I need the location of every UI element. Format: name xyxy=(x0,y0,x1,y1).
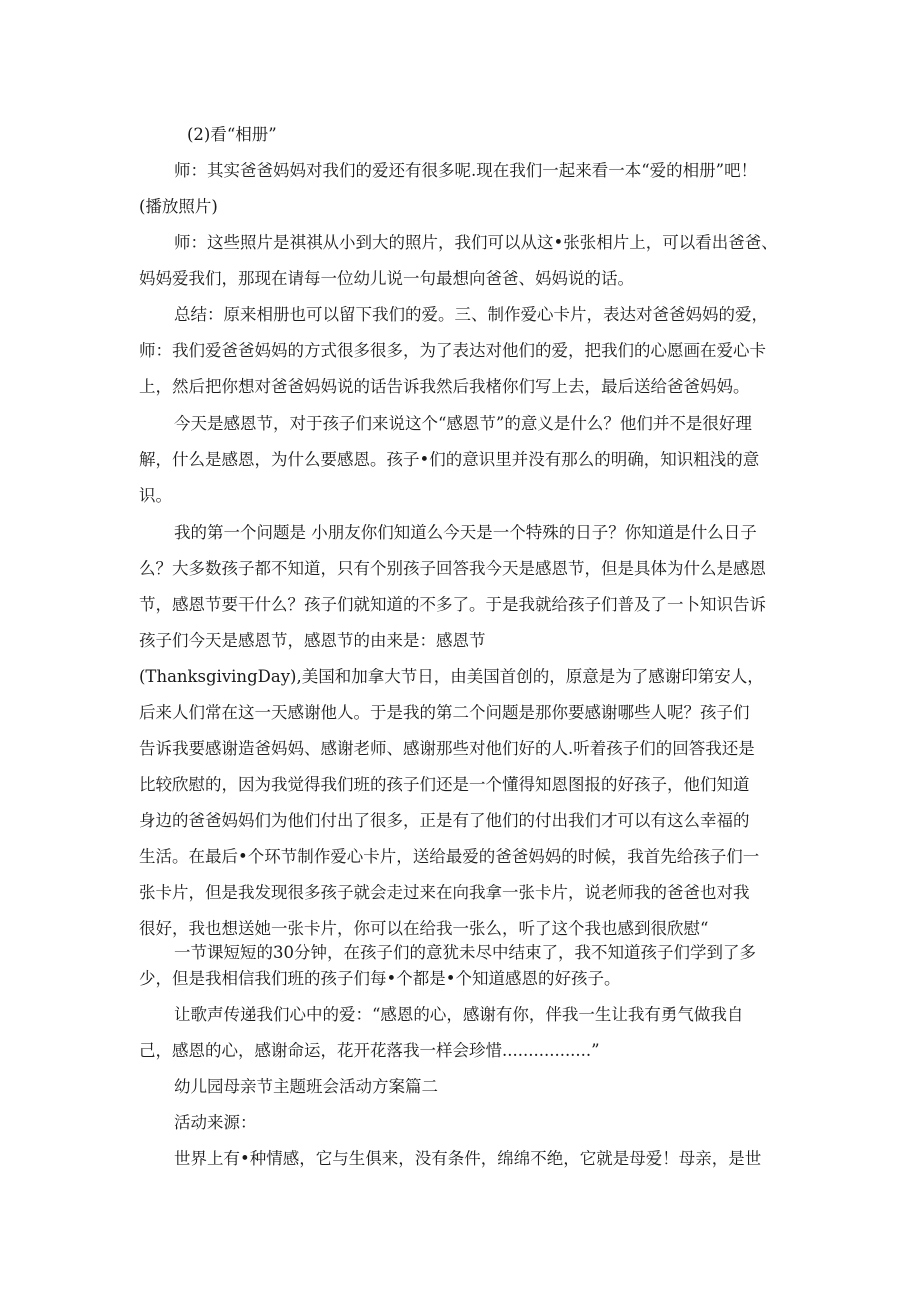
paragraph-line: 告诉我要感谢造爸妈妈、感谢老师、感谢那些对他们好的人.听着孩子们的回答我还是 xyxy=(139,739,755,758)
paragraph-line: 比较欣慰的，因为我觉得我们班的孩子们还是一个懂得知恩图报的好孩子，他们知道 xyxy=(139,775,750,794)
paragraph-line: 后来人们常在这一天感谢他人。于是我的第二个问题是那你要感谢哪些人呢？孩子们 xyxy=(139,703,750,722)
paragraph-line: 少，但是我相信我们班的孩子们每•个都是•个知道感恩的好孩子。 xyxy=(139,969,621,988)
paragraph-line: (播放照片) xyxy=(139,197,218,216)
paragraph-line: 一节课短短的30分钟，在孩子们的意犹未尽中结束了，我不知道孩子们学到了多 xyxy=(174,943,756,962)
paragraph-line: 总结：原来相册也可以留下我们的爱。三、制作爱心卡片，表达对爸爸妈妈的爱， xyxy=(174,305,768,324)
paragraph-line: (ThanksgivingDay),美国和加拿大节日，由美国首创的，原意是为了感谢印第安人， xyxy=(139,667,764,686)
paragraph-line: 身边的爸爸妈妈们为他们付出了很多，正是有了他们的付出我们才可以有这么幸福的 xyxy=(139,811,750,830)
paragraph-line: 师：这些照片是祺祺从小到大的照片，我们可以从这•张张相片上，可以看出爸爸、 xyxy=(174,233,778,252)
paragraph-line: 师：我们爱爸爸妈妈的方式很多很多，为了表达对他们的爱，把我们的心愿画在爱心卡 xyxy=(139,341,766,360)
paragraph-line: 我的第一个问题是 小朋友你们知道么今天是一个特殊的日子？你知道是什么日子 xyxy=(174,523,757,542)
paragraph-line: 上，然后把你想对爸爸妈妈说的话告诉我然后我楮你们写上去，最后送给爸爸妈妈。 xyxy=(139,377,750,396)
section-heading-album: (2)看“相册” xyxy=(187,125,277,144)
paragraph-line: 孩子们今天是感恩节，感恩节的由来是：感恩节 xyxy=(139,631,486,650)
paragraph-line: 今天是感恩节，对于孩子们来说这个“感恩节”的意义是什么？他们并不是很好理 xyxy=(174,414,752,433)
paragraph-line: 节，感恩节要干什么？孩子们就知道的不多了。于是我就给孩子们普及了一卜知识告诉 xyxy=(139,595,766,614)
paragraph-line: 张卡片，但是我发现很多孩子就会走过来在向我拿一张卡片，说老师我的爸爸也对我 xyxy=(139,883,750,902)
paragraph-line: 让歌声传递我们心中的爱：“感恩的心，感谢有你，伴我一生让我有勇气做我自 xyxy=(174,1005,744,1024)
paragraph-line: 很好，我也想送她一张卡片，你可以在给我一张么，听了这个我也感到很欣慰“ xyxy=(139,919,709,938)
paragraph-line: 解，什么是感恩，为什么要感恩。孩子•们的意识里并没有那么的明确，知识粗浅的意 xyxy=(139,450,760,469)
paragraph-line: 己，感恩的心，感谢命运，花开花落我一样会珍惜.................” xyxy=(139,1041,600,1060)
section-heading-plan-2: 幼儿园母亲节主题班会活动方案篇二 xyxy=(174,1077,438,1096)
paragraph-line: 世界上有•种情感，它与生俱来，没有条件，绵绵不绝，它就是母爱！母亲，是世 xyxy=(174,1149,762,1168)
paragraph-line: 么？大多数孩子都不知道，只有个别孩子回答我今天是感恩节，但是具体为什么是感恩 xyxy=(139,559,766,578)
paragraph-line: 师：其实爸爸妈妈对我们的爱还有很多呢.现在我们一起来看一本“爱的相册”吧！ xyxy=(174,161,758,180)
paragraph-line: 妈妈爱我们，那现在请每一位幼儿说一句最想向爸爸、妈妈说的话。 xyxy=(139,269,634,288)
subheading-activity-source: 活动来源： xyxy=(174,1113,257,1132)
paragraph-line: 识。 xyxy=(139,486,172,505)
paragraph-line: 生活。在最后•个环节制作爱心卡片，送给最爱的爸爸妈妈的时候，我首先给孩子们一 xyxy=(139,847,760,866)
